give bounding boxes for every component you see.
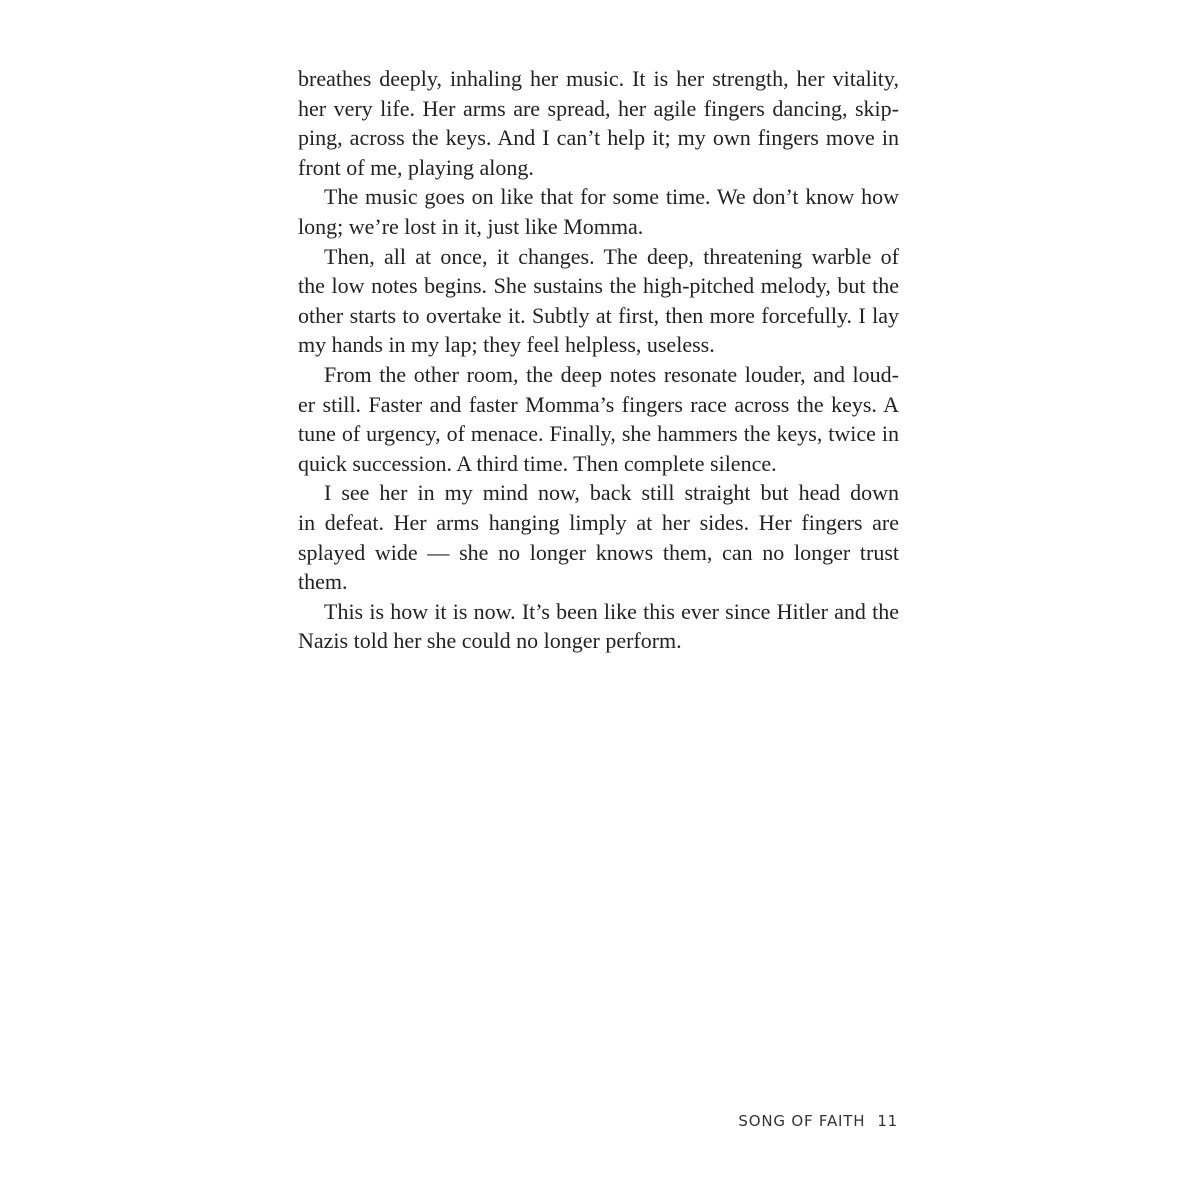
paragraph <box>298 597 899 656</box>
paragraph <box>298 242 899 360</box>
text-line: in defeat. Her arms hanging limply at her sides. Her fingers are <box>298 509 899 535</box>
text-line: This is how it is now. It’s been like this ever since Hitler and the <box>324 598 899 624</box>
page-number: 11 <box>877 1112 898 1130</box>
paragraph <box>298 64 899 182</box>
text-line: I see her in my mind now, back still straight but head down <box>324 480 899 506</box>
text-line: er still. Faster and faster Momma’s fingers race across the keys. A <box>298 391 899 417</box>
text-line: quick succession. A third time. Then complete silence. <box>298 450 777 476</box>
page-footer <box>738 1112 898 1130</box>
paragraph <box>298 182 899 241</box>
text-line: Then, all at once, it changes. The deep, threatening warble of <box>324 243 899 269</box>
text-line: Nazis told her she could no longer perform. <box>298 628 682 654</box>
text-line: long; we’re lost in it, just like Momma. <box>298 213 644 239</box>
text-line: splayed wide — she no longer knows them, can no longer trust <box>298 539 899 565</box>
body-text <box>298 64 899 656</box>
text-line: The music goes on like that for some time. We don’t know how <box>324 184 899 210</box>
text-line: front of me, playing along. <box>298 154 534 180</box>
text-line: other starts to overtake it. Subtly at first, then more forcefully. I lay <box>298 302 899 328</box>
text-line: tune of urgency, of menace. Finally, she hammers the keys, twice in <box>298 421 899 447</box>
text-line: her very life. Her arms are spread, her agile fingers dancing, skip- <box>298 95 899 121</box>
paragraph <box>298 478 899 596</box>
running-head: SONG OF FAITH <box>738 1112 866 1130</box>
text-line: From the other room, the deep notes resonate louder, and loud- <box>324 361 899 387</box>
paragraph <box>298 360 899 478</box>
text-line: the low notes begins. She sustains the high-pitched melody, but the <box>298 273 899 299</box>
text-line: breathes deeply, inhaling her music. It is her strength, her vitality, <box>298 66 899 91</box>
text-line: them. <box>298 569 348 595</box>
text-line: ping, across the keys. And I can’t help it; my own fingers move in <box>298 125 899 151</box>
text-line: my hands in my lap; they feel helpless, useless. <box>298 332 715 358</box>
